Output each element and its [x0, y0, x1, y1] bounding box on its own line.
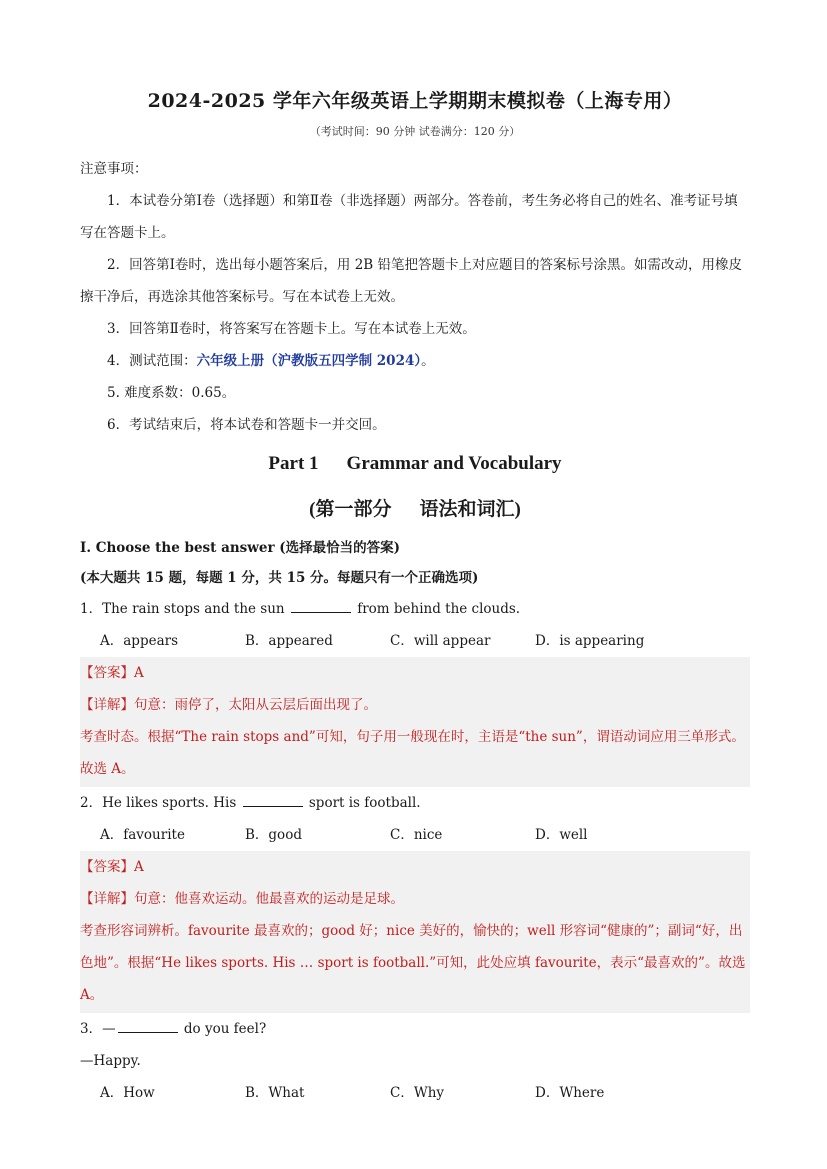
- q3-option-d[interactable]: D．Where: [535, 1085, 605, 1101]
- note-2: 2．回答第Ⅰ卷时，选出每小题答案后，用 2B 铅笔把答题卡上对应题目的答案标号涂黑。如需改动，用橡皮擦干净后，再选涂其他答案标号。写在本试卷上无效。: [80, 257, 743, 305]
- q2-answer: 【答案】A: [80, 859, 144, 875]
- q1-option-a[interactable]: A．appears: [100, 633, 179, 649]
- q2-stem-b: sport is football.: [304, 795, 421, 811]
- part-subtitle: [80, 487, 750, 533]
- part-title: [80, 441, 750, 487]
- q1-detail: 【详解】句意：雨停了，太阳从云层后面出现了。: [80, 697, 377, 713]
- q2-stem-a: 2．He likes sports. His: [80, 795, 241, 811]
- q3-option-a[interactable]: A．How: [100, 1085, 155, 1101]
- q2-option-b[interactable]: B．good: [245, 827, 302, 843]
- page-title: 2024-2025 学年六年级英语上学期期末模拟卷（上海专用）: [147, 90, 683, 112]
- question-1-answer-box: [80, 657, 750, 787]
- note-6: 6．考试结束后，将本试卷和答题卡一并交回。: [107, 417, 386, 433]
- question-3-reply: —Happy.: [80, 1053, 141, 1069]
- exam-page: [80, 86, 750, 1109]
- part-name: Grammar and Vocabulary: [346, 453, 562, 474]
- q2-explanation: 考查形容词辨析。favourite 最喜欢的；good 好；nice 美好的，愉快的；well 形容词“健康的”；副词“好，出色地”。根据“He likes sports. His … sport is football.”可知，此处应填 favourite，表示“最喜欢的”。故选 A。: [80, 923, 746, 1003]
- question-1-stem: [80, 593, 750, 625]
- note-1: 1．本试卷分第Ⅰ卷（选择题）和第Ⅱ卷（非选择题）两部分。答卷前，考生务必将自己的姓名、准考证号填写在答题卡上。: [80, 193, 738, 241]
- note-4-prefix: 4．测试范围：: [107, 353, 197, 369]
- question-3-options: [80, 1077, 750, 1109]
- question-2-options: [80, 819, 750, 851]
- q3-stem-b: do you feel?: [179, 1021, 267, 1037]
- q2-option-c[interactable]: C．nice: [390, 827, 443, 843]
- q1-stem-a: 1．The rain stops and the sun: [80, 601, 289, 617]
- note-4-suffix: 。: [421, 353, 435, 369]
- test-scope: 六年级上册（沪教版五四学制 2024）: [196, 353, 422, 369]
- q1-answer: 【答案】A: [80, 665, 144, 681]
- question-1-options: [80, 625, 750, 657]
- answer-blank: [118, 1018, 178, 1033]
- section-title: I. Choose the best answer (选择最恰当的答案): [80, 540, 401, 556]
- part-subtitle-a: (第一部分: [309, 499, 392, 520]
- question-2-answer-box: [80, 851, 750, 1013]
- notes-heading: 注意事项：: [80, 161, 148, 177]
- question-2-stem: [80, 787, 750, 819]
- answer-blank: [291, 598, 351, 613]
- q2-detail: 【详解】句意：他喜欢运动。他最喜欢的运动是足球。: [80, 891, 404, 907]
- note-4: [80, 345, 750, 377]
- note-5: 5. 难度系数：0.65。: [107, 385, 236, 401]
- note-3: 3．回答第Ⅱ卷时，将答案写在答题卡上。写在本试卷上无效。: [107, 321, 476, 337]
- q2-option-d[interactable]: D．well: [535, 827, 588, 843]
- q1-option-d[interactable]: D．is appearing: [535, 633, 645, 649]
- part-subtitle-b: 语法和词汇): [419, 499, 521, 520]
- exam-info: （考试时间：90 分钟 试卷满分：120 分）: [309, 125, 521, 138]
- q2-option-a[interactable]: A．favourite: [100, 827, 185, 843]
- answer-blank: [243, 792, 303, 807]
- q3-option-b[interactable]: B．What: [245, 1085, 305, 1101]
- q1-option-b[interactable]: B．appeared: [245, 633, 333, 649]
- q1-explanation: 考查时态。根据“The rain stops and”可知，句子用一般现在时，主语是“the sun”，谓语动词应用三单形式。故选 A。: [80, 729, 745, 777]
- q3-option-c[interactable]: C．Why: [390, 1085, 445, 1101]
- q1-stem-b: from behind the clouds.: [352, 601, 521, 617]
- question-3-stem: [80, 1013, 750, 1045]
- section-note: (本大题共 15 题，每题 1 分，共 15 分。每题只有一个正确选项): [80, 570, 479, 586]
- q3-stem-a: 3．—: [80, 1021, 116, 1037]
- part-number: Part 1: [268, 453, 319, 474]
- q1-option-c[interactable]: C．will appear: [390, 633, 491, 649]
